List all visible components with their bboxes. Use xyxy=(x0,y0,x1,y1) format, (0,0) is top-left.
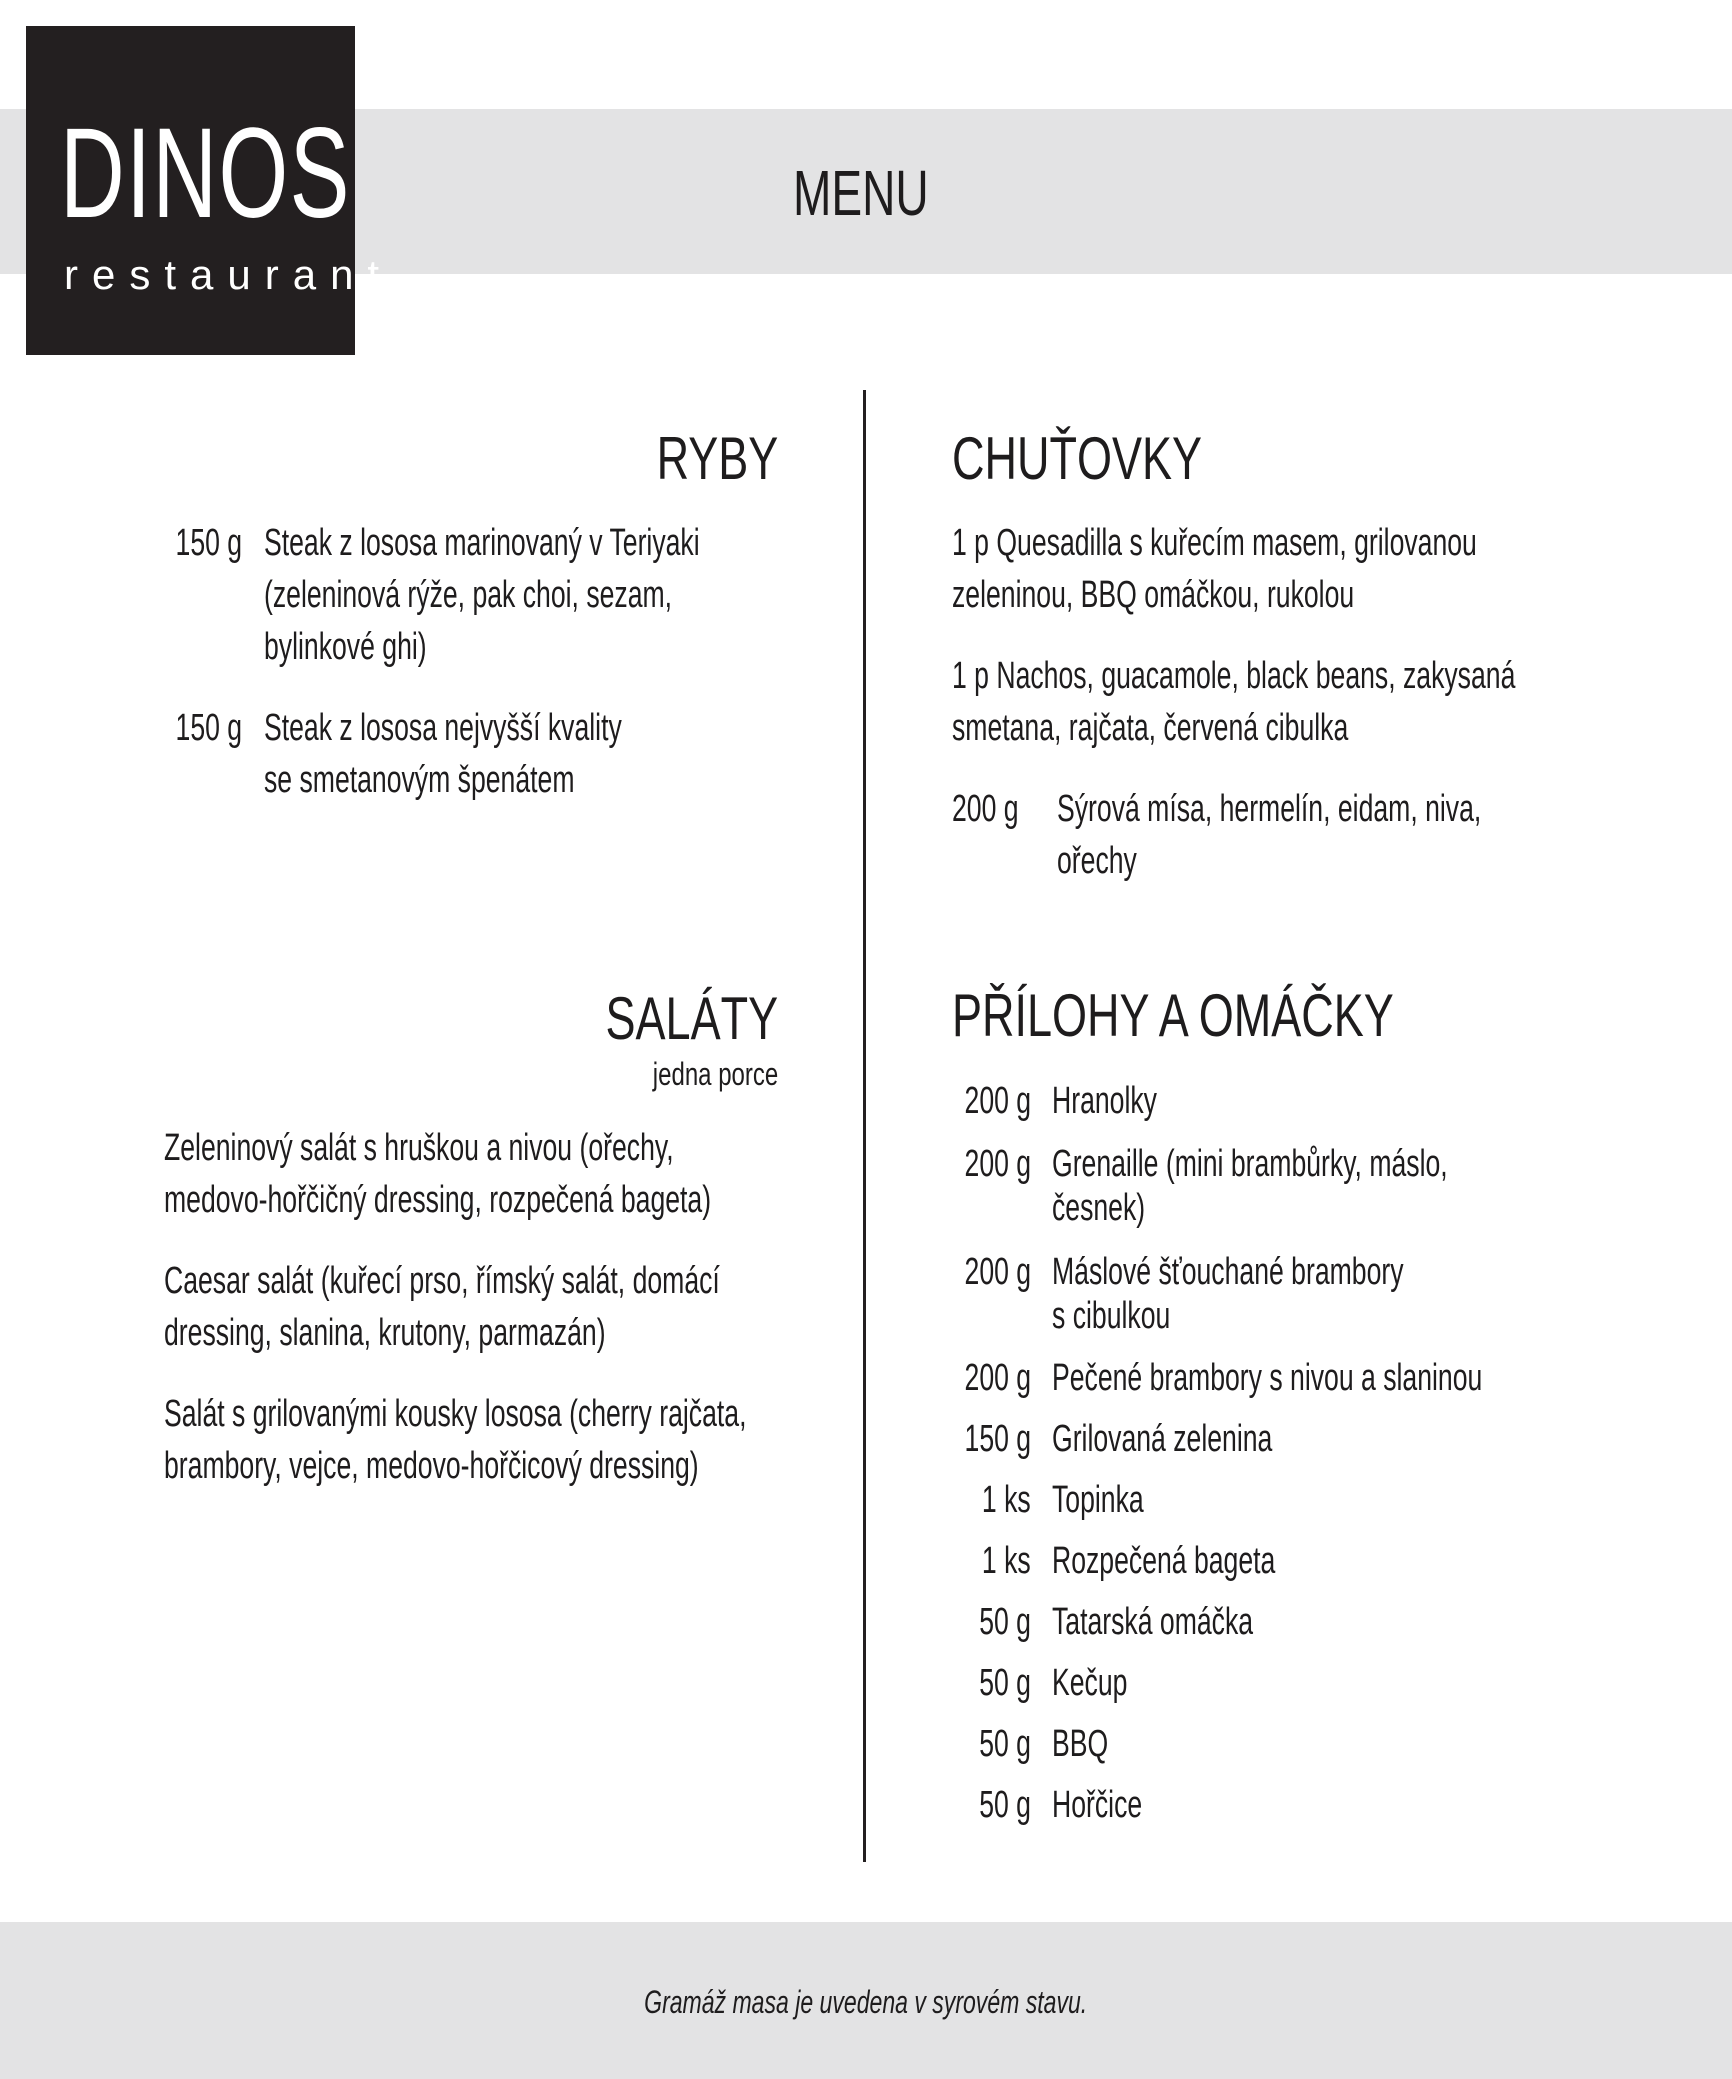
item-qty: 50 g xyxy=(979,1723,1031,1765)
section-title-salaty: SALÁTY xyxy=(605,985,778,1052)
item-qty: 150 g xyxy=(964,1418,1031,1460)
item-line: Salát s grilovanými kousky lososa (cherry rajčata, xyxy=(164,1393,747,1435)
item-line: Steak z lososa marinovaný v Teriyaki xyxy=(264,522,700,564)
item-qty: 200 g xyxy=(964,1080,1031,1122)
item-line: Hořčice xyxy=(1052,1784,1143,1826)
item-qty: 150 g xyxy=(175,707,242,749)
item-line: ořechy xyxy=(1057,840,1137,882)
item-line: brambory, vejce, medovo-hořčicový dressing) xyxy=(164,1445,699,1487)
item-line: smetana, rajčata, červená cibulka xyxy=(952,707,1349,749)
item-line: medovo-hořčičný dressing, rozpečená bageta) xyxy=(164,1179,712,1221)
section-title-ryby: RYBY xyxy=(656,425,778,492)
item-line: Grilovaná zelenina xyxy=(1052,1418,1273,1460)
section-subtitle-salaty: jedna porce xyxy=(652,1056,778,1092)
item-qty: 200 g xyxy=(964,1143,1031,1185)
item-line: se smetanovým špenátem xyxy=(264,759,575,801)
item-line: 1 p Nachos, guacamole, black beans, zakysaná xyxy=(952,655,1516,697)
logo-subtitle: restaurant xyxy=(64,251,394,298)
item-qty: 1 ks xyxy=(982,1479,1031,1521)
page-title: MENU xyxy=(793,157,929,229)
logo xyxy=(26,26,394,355)
footer-note-text: Gramáž masa je uvedena v syrovém stavu. xyxy=(644,1984,1088,2020)
item-line: (zeleninová rýže, pak choi, sezam, xyxy=(264,574,673,616)
item-line: dressing, slanina, krutony, parmazán) xyxy=(164,1312,606,1354)
logo-name: DINOS xyxy=(60,102,351,245)
item-qty: 50 g xyxy=(979,1784,1031,1826)
item-qty: 50 g xyxy=(979,1601,1031,1643)
item-line: Grenaille (mini brambůrky, máslo, xyxy=(1052,1143,1448,1185)
item-line: česnek) xyxy=(1052,1187,1146,1229)
item-qty: 200 g xyxy=(964,1251,1031,1293)
item-line: Kečup xyxy=(1052,1662,1128,1704)
section-title-prilohy: PŘÍLOHY A OMÁČKY xyxy=(952,982,1394,1049)
item-qty: 150 g xyxy=(175,522,242,564)
item-line: Topinka xyxy=(1052,1479,1144,1521)
item-line: 1 p Quesadilla s kuřecím masem, grilovanou xyxy=(952,522,1477,564)
item-line: Hranolky xyxy=(1052,1080,1157,1122)
item-line: Caesar salát (kuřecí prso, římský salát, domácí xyxy=(164,1260,720,1302)
item-line: BBQ xyxy=(1052,1723,1109,1765)
item-line: Zeleninový salát s hruškou a nivou (ořechy, xyxy=(164,1127,674,1169)
item-qty: 50 g xyxy=(979,1662,1031,1704)
item-qty: 200 g xyxy=(964,1357,1031,1399)
item-line: Máslové šťouchané brambory xyxy=(1052,1251,1404,1293)
item-line: Rozpečená bageta xyxy=(1052,1540,1276,1582)
item-line: zeleninou, BBQ omáčkou, rukolou xyxy=(952,574,1355,616)
section-title-chutovky: CHUŤOVKY xyxy=(952,425,1203,492)
item-line: Sýrová mísa, hermelín, eidam, niva, xyxy=(1057,788,1482,830)
column-divider xyxy=(863,390,866,1862)
footer-note xyxy=(0,1982,1732,2022)
item-line: Pečené brambory s nivou a slaninou xyxy=(1052,1357,1483,1399)
item-line: s cibulkou xyxy=(1052,1295,1171,1337)
item-qty: 1 ks xyxy=(982,1540,1031,1582)
item-qty: 200 g xyxy=(952,788,1019,830)
item-line: bylinkové ghi) xyxy=(264,626,427,668)
item-line: Steak z lososa nejvyšší kvality xyxy=(264,707,622,749)
item-line: Tatarská omáčka xyxy=(1052,1601,1254,1643)
